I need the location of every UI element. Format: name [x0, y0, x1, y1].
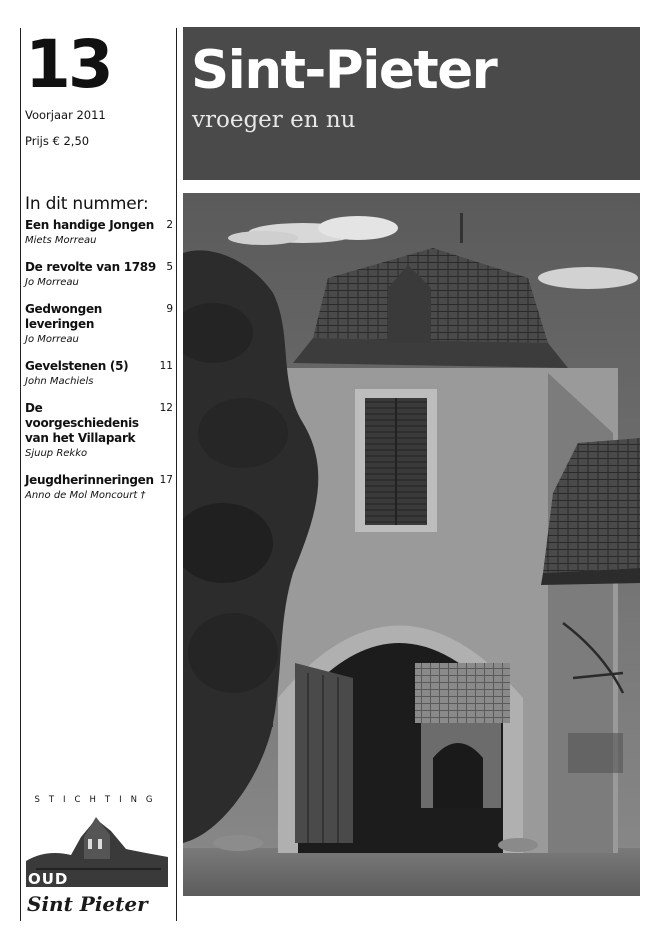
- toc-item-page: 9: [166, 303, 173, 315]
- toc-item-title: Gedwongen leveringen: [25, 302, 103, 331]
- toc-item[interactable]: [25, 218, 175, 247]
- toc-item-author: Sjuup Rekko: [25, 448, 88, 459]
- toc-item-title: De voorgeschiedenis van het Villapark: [25, 401, 139, 445]
- toc-item-title: De revolte van 1789: [25, 260, 156, 274]
- foundation-logo: [24, 795, 170, 921]
- sidebar: [25, 26, 175, 515]
- toc-item-page: 12: [159, 402, 173, 414]
- toc-heading: In dit nummer:: [25, 194, 149, 214]
- left-border-line: [20, 28, 21, 921]
- toc-item-page: 5: [166, 261, 173, 273]
- toc-item-author: John Machiels: [25, 376, 94, 387]
- toc-item-title: Gevelstenen (5): [25, 359, 129, 373]
- toc-item[interactable]: [25, 260, 175, 289]
- gatehouse-photo: [183, 193, 640, 896]
- logo-stichting-text: STICHTING: [34, 795, 162, 805]
- toc-item[interactable]: [25, 473, 175, 502]
- toc-item[interactable]: [25, 359, 175, 388]
- toc-item-author: Miets Morreau: [25, 235, 97, 246]
- toc-item-author: Jo Morreau: [25, 334, 79, 345]
- toc-item-page: 17: [159, 474, 173, 486]
- toc-item-title: Jeugdherinneringen: [25, 473, 154, 487]
- cover-photo: [183, 193, 640, 896]
- toc-item[interactable]: [25, 401, 175, 460]
- issue-number: 13: [25, 26, 111, 103]
- toc-item-page: 11: [159, 360, 173, 372]
- toc-item-page: 2: [166, 219, 173, 231]
- masthead: [183, 27, 640, 180]
- issue-price: Prijs € 2,50: [25, 134, 90, 148]
- toc-item-author: Jo Morreau: [25, 277, 79, 288]
- toc-item-title: Een handige Jongen: [25, 218, 154, 232]
- magazine-title: Sint-Pieter: [191, 40, 497, 101]
- toc-item[interactable]: [25, 302, 175, 346]
- logo-oud-text: OUD: [28, 870, 69, 888]
- toc-item-author: Anno de Mol Moncourt †: [25, 490, 146, 501]
- issue-season: Voorjaar 2011: [25, 108, 106, 122]
- magazine-subtitle: vroeger en nu: [192, 107, 356, 133]
- sidebar-divider-line: [176, 28, 177, 921]
- logo-name-text: Sint Pieter: [27, 892, 148, 916]
